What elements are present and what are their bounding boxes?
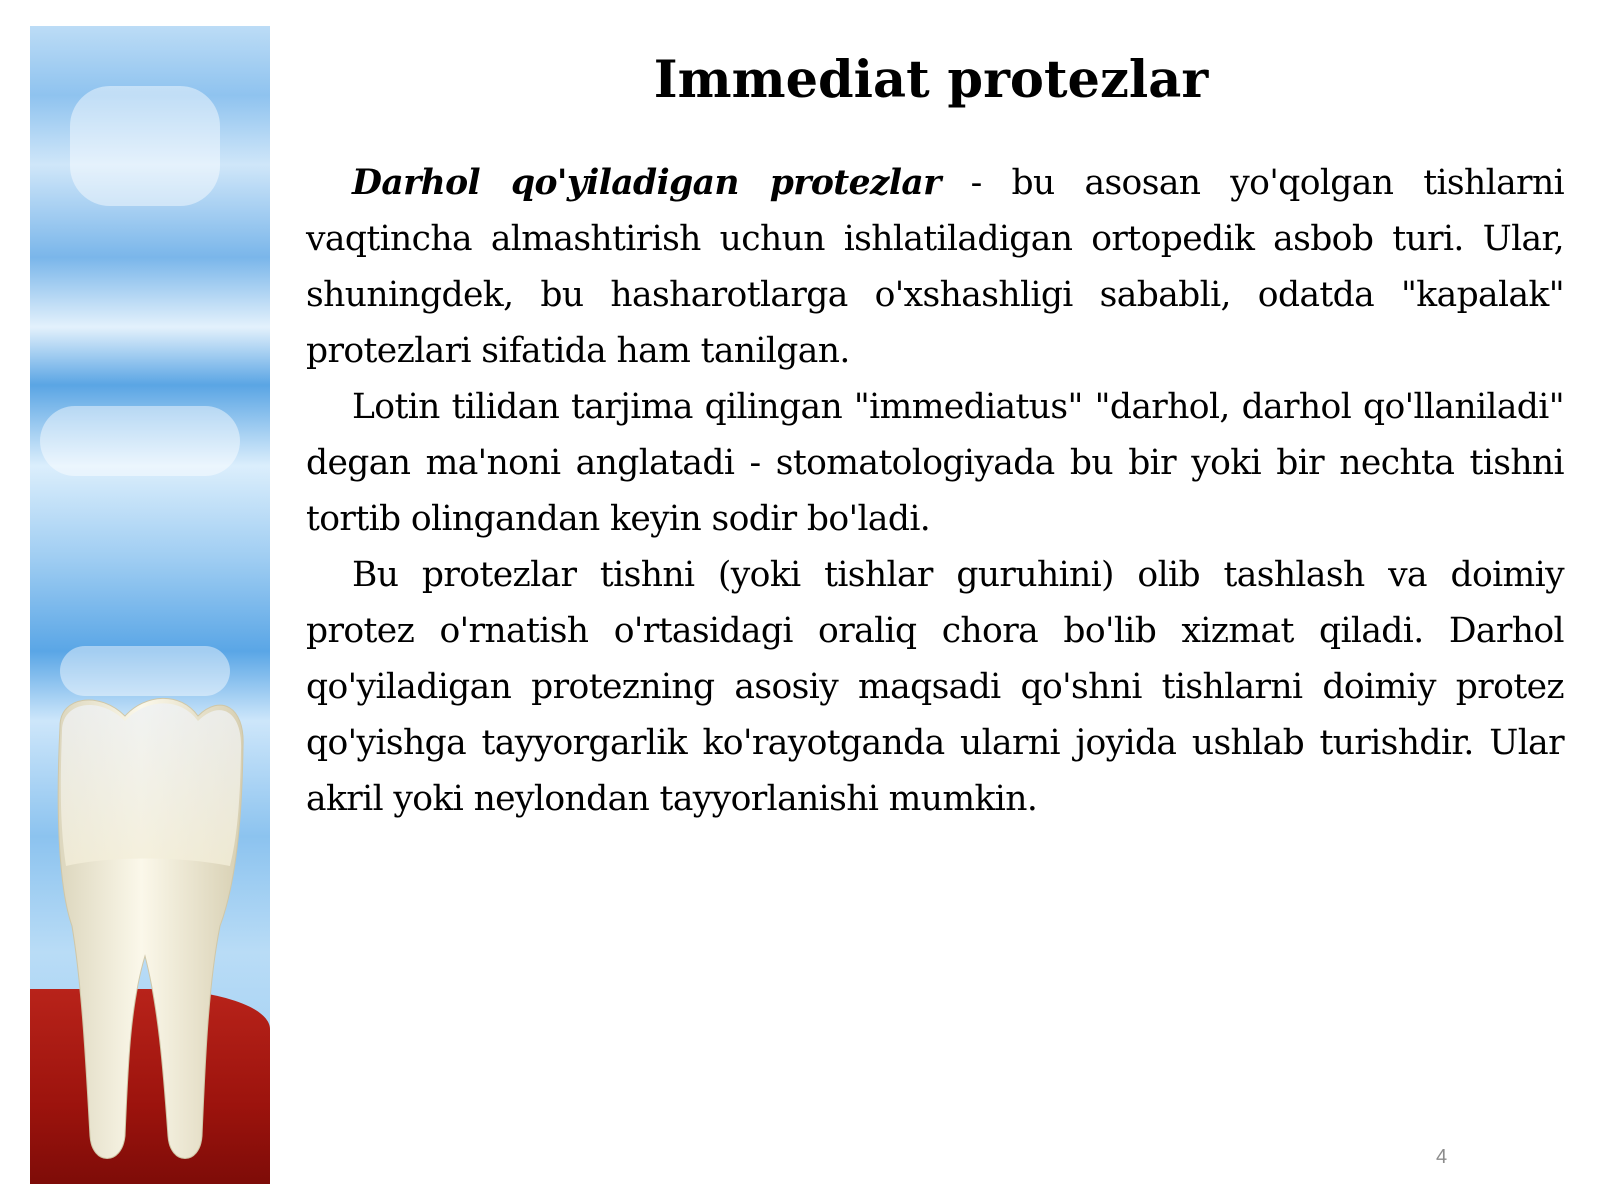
emphasized-term: Darhol qo'yiladigan protezlar bbox=[352, 163, 941, 203]
paragraph: Lotin tilidan tarjima qilingan "immediatus" "darhol, darhol qo'llaniladi" degan ma'noni anglatadi - stomatologiyada bu bir yoki bir nechta tishni tortib olingandan keyin sodir bo'ladi. bbox=[306, 387, 1564, 539]
tooth-illustration bbox=[30, 26, 270, 1184]
page-number: 4 bbox=[1436, 1146, 1448, 1168]
tooth-icon bbox=[30, 26, 270, 1184]
paragraph-text: - bu asosan yo'qolgan tishlarni vaqtincha almashtirish uchun ishlatiladigan ortopedik asbob turi. Ular, shuningdek, bu hasharotlarga o'xshashligi sababli, odatda "kapalak" protezlari sifatida ham tanilgan. bbox=[306, 163, 1564, 371]
paragraph: Bu protezlar tishni (yoki tishlar guruhini) olib tashlash va doimiy protez o'rnatish o'rtasidagi oraliq chora bo'lib xizmat qiladi. Darhol qo'yiladigan protezning asosiy maqsadi qo'shni tishlarni doimiy protez qo'yishga tayyorgarlik ko'rayotganda ularni joyida ushlab turishdir. Ular akril yoki neylondan tayyorlanishi mumkin. bbox=[306, 555, 1564, 819]
slide-title: Immediat protezlar bbox=[653, 50, 1209, 110]
slide-body bbox=[306, 155, 1564, 827]
paragraph bbox=[306, 155, 1564, 379]
